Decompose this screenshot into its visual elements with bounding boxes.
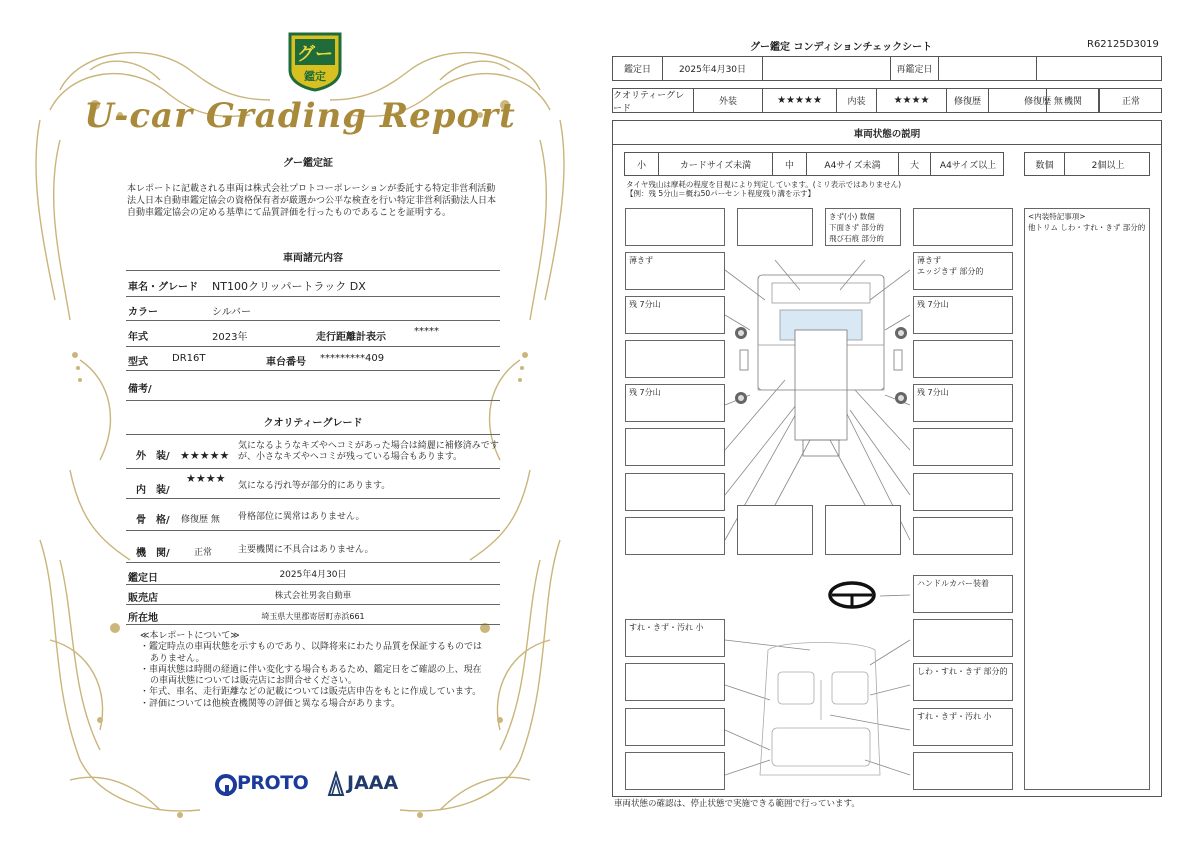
tire-note-2: 【例：残 5分山＝概ね50パーセント程度残り溝を示す】: [626, 189, 816, 198]
panel-interior-right-2: しわ・すれ・きず 部分的: [913, 663, 1013, 701]
sheet-title: グー鑑定 コンディションチェックシート: [750, 42, 933, 53]
badge-top-text: グー: [297, 44, 333, 64]
address-value: 埼玉県大里郡寄居町赤浜661: [261, 612, 365, 621]
panel-right-2: 残 7分山: [913, 296, 1013, 334]
int-label: 内装: [837, 89, 877, 112]
frame-label: 骨 格/: [136, 515, 170, 526]
quality-table: [126, 434, 500, 625]
panel-interior-right-1: [913, 619, 1013, 657]
interior-label: 内 装/: [136, 485, 170, 496]
quality-row-exterior: [126, 435, 500, 469]
steering-wheel-icon: [830, 583, 874, 607]
appraisal-date-value: 2025年4月30日: [279, 570, 347, 580]
quality-row-frame: [126, 499, 500, 531]
notes-heading: ≪本レポートについて≫: [140, 631, 240, 641]
frame-desc: 骨格部位に異常はありません。: [238, 512, 365, 522]
goo-appraisal-badge: [286, 30, 344, 92]
panel-top-mid-left: [737, 208, 813, 246]
date-value: 2025年4月30日: [663, 57, 763, 80]
spec-section-title: 車両諸元内容: [283, 253, 343, 264]
spec-row-year: [126, 321, 500, 347]
ext-label: 外装: [694, 89, 763, 112]
panel-handle: ハンドルカバー装着: [913, 575, 1013, 613]
certificate-body: 本レポートに記載される車両は株式会社プロトコーポレーションが委託する特定非営利活動法人日本自動車鑑定協会の資格保有者が厳選かつ公平な検査を行い特定非営利活動法人日本自動車鑑定協会の定める基準にて品質評価を行ったものであることを証明する。: [127, 184, 497, 218]
spec-row-name: [126, 271, 500, 297]
panel-left-5: [625, 428, 725, 466]
panel-interior-left-3: [625, 708, 725, 746]
panel-right-5: [913, 428, 1013, 466]
date-label: 鑑定日: [613, 57, 663, 80]
sponsor-logos: [215, 770, 415, 800]
remarks-label: 備考/: [128, 384, 152, 395]
interior-stars: ★★★★: [186, 472, 226, 485]
panel-left-1: 薄きず: [625, 252, 725, 290]
quality-section-title: クオリティーグレード: [263, 418, 363, 429]
appraisal-date-row: [126, 563, 500, 585]
panel-bottom-mid-right: [825, 505, 901, 555]
color-label: カラー: [128, 307, 158, 318]
exterior-stars: ★★★★★: [180, 449, 230, 462]
mileage-value: *****: [414, 326, 439, 337]
shop-value: 株式会社男衾自動車: [274, 591, 352, 601]
engine-label: 機関: [1046, 88, 1100, 113]
panel-left-7: [625, 517, 725, 555]
sheet-id: R62125D3019: [1087, 39, 1159, 50]
address-label: 所在地: [128, 613, 158, 624]
address-row: [126, 605, 500, 625]
interior-notes-title: <内装特記事項>: [1028, 212, 1086, 221]
quality-row-interior: [126, 469, 500, 499]
repair-label: 修復歴: [947, 89, 989, 112]
model-value: DR16T: [172, 353, 206, 364]
redate-label: 再鑑定日: [891, 57, 939, 80]
note-item: ・評価については他検査機関等の評価と異なる場合があります。: [140, 698, 401, 709]
spec-table: [126, 270, 500, 401]
proto-logo: PROTO: [237, 772, 309, 794]
condition-title: 車両状態の説明: [613, 121, 1161, 145]
tire-note-1: タイヤ残山は摩耗の程度を目視により判定しています。(ミリ表示ではありません): [626, 180, 902, 189]
panel-right-1: 薄きず エッジきず 部分的: [913, 252, 1013, 290]
panel-bottom-mid-left: [737, 505, 813, 555]
jaaa-logo-icon: [327, 771, 345, 797]
badge-bottom-text: 鑑定: [304, 71, 326, 83]
condition-check-sheet: [600, 0, 1200, 848]
legend-small-desc: カードサイズ未満: [659, 153, 773, 175]
proto-logo-icon: [215, 774, 237, 796]
ext-stars: ★★★★★: [763, 89, 837, 112]
name-label: 車名・グレード: [128, 282, 198, 293]
spec-row-remarks: [126, 371, 500, 401]
chassis-value: *********409: [320, 353, 385, 364]
panel-interior-left-4: [625, 752, 725, 790]
note-item: ・年式、車名、走行距離などの記載については販売店申告をもとに作成しています。: [140, 687, 482, 698]
panel-right-6: [913, 473, 1013, 511]
legend-count: 数個: [1025, 153, 1065, 175]
legend-small: 小: [625, 153, 659, 175]
panel-interior-left-2: [625, 663, 725, 701]
spec-row-model: [126, 347, 500, 371]
engine-value: 正常: [1121, 97, 1140, 107]
repair-value: 修復歴 無: [989, 89, 1099, 112]
int-stars: ★★★★: [877, 89, 947, 112]
legend-medium-desc: A4サイズ未満: [807, 153, 899, 175]
interior-notes-box: [1024, 208, 1150, 790]
legend-large-desc: A4サイズ以上: [939, 160, 997, 171]
panel-left-6: [625, 473, 725, 511]
legend-large: 大: [899, 153, 931, 175]
sheet-footer: 車両状態の確認は、停止状態で実施できる範囲で行っています。: [614, 799, 860, 809]
interior-notes-text: 他トリム しわ・すれ・きず 部分的: [1028, 223, 1146, 232]
chassis-label: 車台番号: [266, 357, 306, 368]
panel-right-4: 残 7分山: [913, 384, 1013, 422]
engine-label: 機 関/: [136, 548, 170, 559]
panel-interior-right-4: [913, 752, 1013, 790]
panel-top-left: [625, 208, 725, 246]
panel-top-right: [913, 208, 1013, 246]
appraisal-date-label: 鑑定日: [128, 573, 158, 584]
panel-interior-left-1: すれ・きず・汚れ 小: [625, 619, 725, 657]
panel-left-2: 残 7分山: [625, 296, 725, 334]
name-value: NT100クリッパートラック DX: [212, 280, 366, 293]
note-item: ・鑑定時点の車両状態を示すものであり、以降将来にわたり品質を保証するものではありません。: [140, 642, 483, 664]
model-label: 型式: [128, 357, 148, 368]
panel-left-3: [625, 340, 725, 378]
mileage-label: 走行距離計表示: [316, 332, 386, 343]
quality-row-engine: [126, 531, 500, 563]
note-item: ・車両状態は時間の経過に伴い変化する場合もあるため、鑑定日をご確認の上、現在の車両状態については販売店にお問合せください。: [140, 664, 482, 687]
engine-value: 正常: [194, 548, 213, 558]
exterior-desc: 気になるようなキズやヘコミがあった場合は綺麗に補修済みですが、小さなキズやヘコミが残っている場合もあります。: [238, 441, 499, 462]
jaaa-logo: JAAA: [347, 772, 399, 794]
frame-value: 修復歴 無: [181, 515, 220, 525]
shop-label: 販売店: [128, 593, 158, 604]
year-value: 2023年: [212, 332, 248, 343]
engine-desc: 主要機関に不具合はありません。: [238, 545, 374, 555]
script-title: U-car Grading Report: [84, 96, 516, 136]
legend-count-desc: 2個以上: [1091, 160, 1125, 171]
grade-label: クオリティーグレード: [613, 89, 694, 112]
color-value: シルバー: [212, 307, 252, 318]
panel-left-4: 残 7分山: [625, 384, 725, 422]
report-notes: [140, 631, 490, 710]
spec-row-color: [126, 297, 500, 321]
year-label: 年式: [128, 332, 148, 343]
panel-interior-right-3: すれ・きず・汚れ 小: [913, 708, 1013, 746]
legend-medium: 中: [773, 153, 807, 175]
panel-right-3: [913, 340, 1013, 378]
interior-desc: 気になる汚れ等が部分的にあります。: [238, 481, 391, 491]
exterior-label: 外 装/: [136, 451, 170, 462]
panel-top-center: きず(小) 数個 下面きず 部分的 飛び石痕 部分的: [825, 208, 901, 246]
shop-row: [126, 585, 500, 605]
certificate-title: グー鑑定証: [283, 158, 333, 169]
panel-right-7: [913, 517, 1013, 555]
